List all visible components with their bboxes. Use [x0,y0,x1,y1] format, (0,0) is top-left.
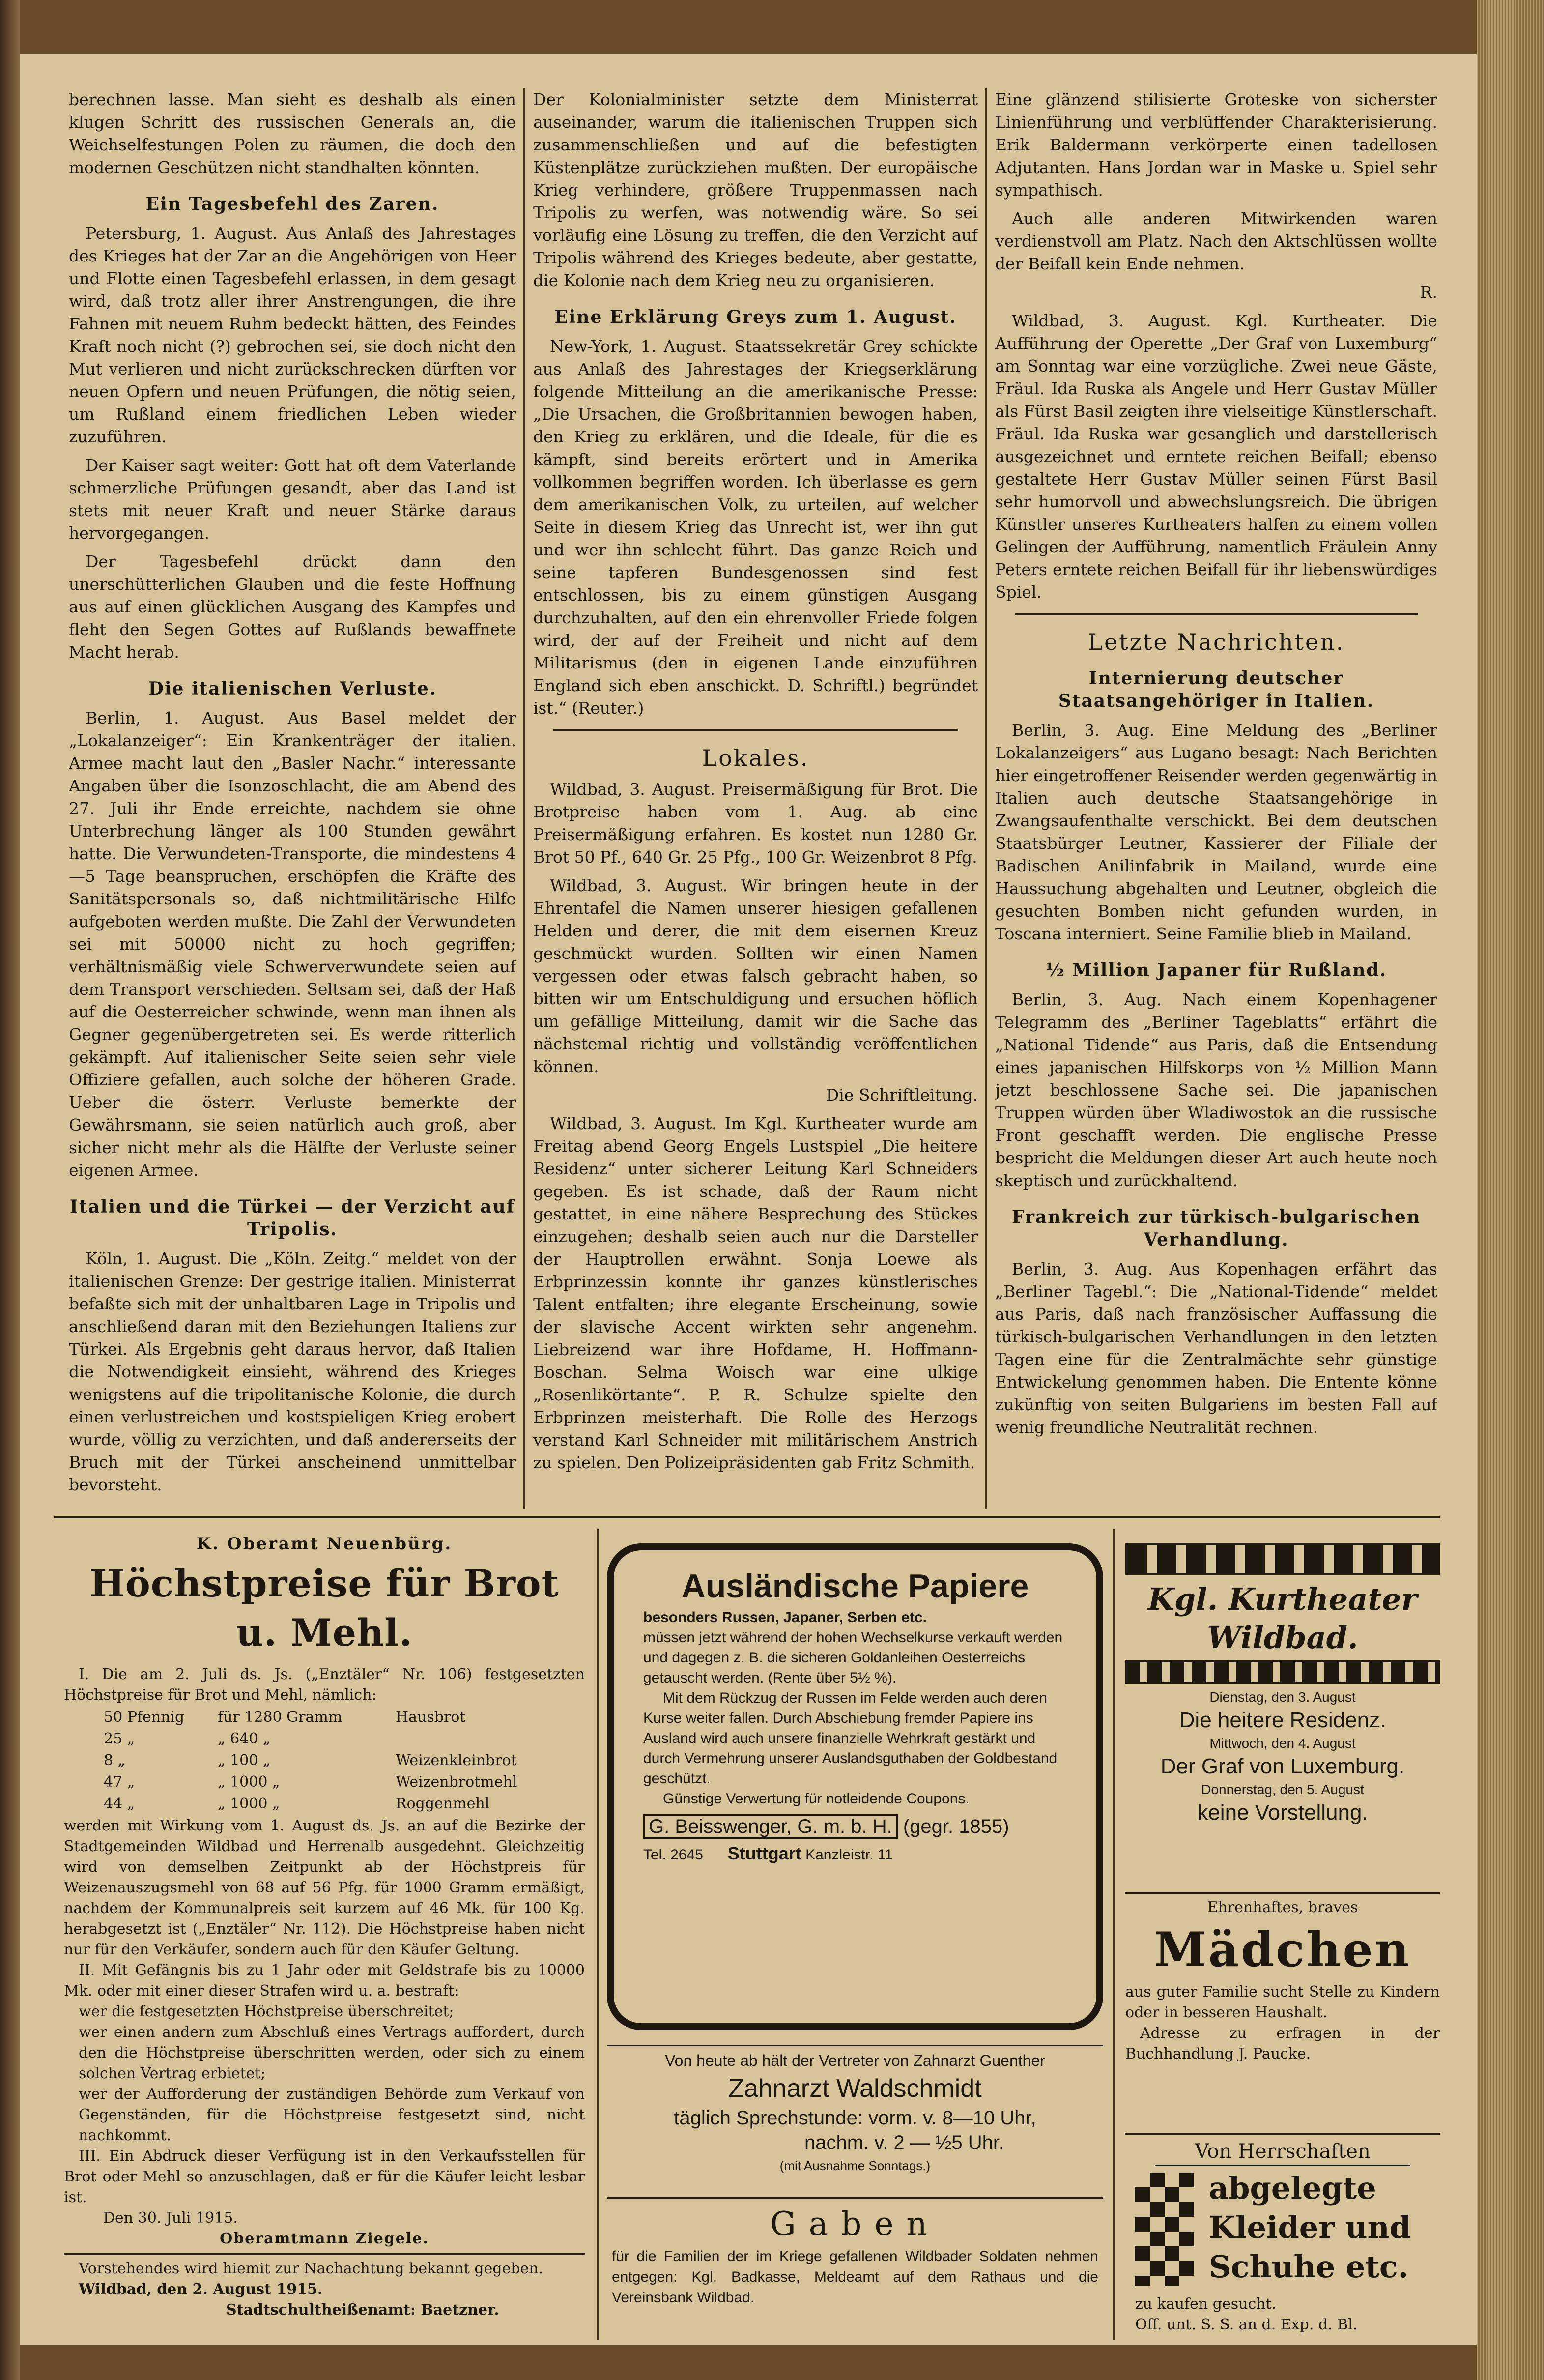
article-text: Petersburg, 1. August. Aus Anlaß des Jahrestages des Krieges hat der Zar an die Angehörigen von Heer und Flotte einen Tagesbefehl erlassen, in dem gesagt wird, daß trotz aller ihrer Anstrengungen, die ihre Fahnen mit neuem Ruhm bedeckt hätten, des Feindes Kraft noch nicht (?) gebrochen sei, sie doch nicht den Mut verlieren und nicht zurückschrecken dürften vor neuen Opfern und neuen Prüfungen, die nötig seien, um Rußland einem friedlichen Leben wieder zuzuführen. [69,224,516,446]
weight-cell: „ 1000 „ [218,1795,280,1812]
price-table [103,1707,517,1815]
article-text: Wildbad, 3. August. Kgl. Kurtheater. Die Aufführung der Operette „Der Graf von Luxemburg“ am Sonntag war eine vorzügliche. Zwei neue Gäste, Fräul. Ida Ruska als Angele und Herr Gustav Müller als Fürst Basil zeigten ihre vielseitige Künstlerschaft. Fräul. Ida Ruska war gesanglich und darstellerisch ausgezeichnet und erntete reichen Beifall; ebenso gestaltete Herr Gustav Müller seinen Fürst Basil sehr humorvoll und abwechslungsreich. Die übrigen Künstler unseres Kurtheaters halfen zu einem vollen Gelingen der Aufführung, namentlich Fräulein Anny Peters erntete reichen Beifall für ihr liebenswürdiges Spiel. [995,311,1437,602]
checker-ornament [1135,2173,1194,2286]
price-cell: 8 „ [104,1752,126,1769]
article-text: Köln, 1. August. Die „Köln. Zeitg.“ meldet von der italienischen Grenze: Der gestrige italien. Ministerrat befaßte sich mit der unhaltbaren Lage in Tripolis und anschließend daran mit den Beziehungen Italiens zur Türkei. Als Ergebnis geht daraus hervor, daß Italien die Notwendigkeit einsieht, während des Krieges wenigstens auf die tripolitanische Kolonie, die durch einen verlustreichen und kostspieligen Krieg erobert wurde, völlig zu verzichten, und daß andererseits der Bruch mit der Türkei anscheinend unmittelbar bevorsteht. [69,1249,516,1494]
price-row [103,1750,517,1771]
price-row [103,1707,517,1728]
ad-title: Ausländische Papiere [681,1567,1029,1605]
notice-text: II. Mit Gefängnis bis zu 1 Jahr oder mit Geldstrafe bis zu 10000 Mk. oder mit einer dieser Strafen wird u. a. bestraft: [64,1962,585,2000]
ad-title: abgelegte [1209,2170,1376,2206]
product-cell: Weizenkleinbrot [396,1752,517,1769]
article-text: Eine glänzend stilisierte Groteske von sicherster Linienführung und verblüffender Charakterisierung. Erik Baldermann verkörperte einen tadellosen Adjutanten. Hans Jordan war in Maske u. Spiel sehr sympathisch. [995,90,1437,200]
headline: Frankreich zur türkisch-bulgarischen Verhandlung. [1012,1207,1421,1250]
price-row [103,1728,517,1750]
ads-separator [54,1516,1440,1518]
ad-divider [1125,2133,1440,2135]
notice-item: wer einen andern zum Abschluß eines Vertrags auffordert, durch den die Höchstpreise überschritten werden, oder sich zu einem solchen Vertrag erbietet; [79,2024,585,2082]
article-text: New-York, 1. August. Staatssekretär Grey schickte aus Anlaß des Jahrestages der Kriegserklärung folgende Mitteilung an die amerikanische Presse: „Die Ursachen, die Großbritannien bewogen haben, den Krieg zu erklären, und die Ideale, für die es kämpft, sind bereits erörtert und in Amerika vollkommen begriffen worden. Ich überlasse es gern dem amerikanischen Volk, zu urteilen, auf welcher Seite in diesem Krieg das Unrecht ist, wer ihn gut und wer ihn schlecht führt. Das ganze Reich und seine tapferen Bundesgenossen sind fest entschlossen, bis zu einem günstigen Ausgang durchzuhalten, auf den ein ehrenvoller Friede folgen wird, der auf der Freiheit und nicht auf dem Militarismus (den in eigenen Lande einzuführen England sich eben anschickt. D. Schriftl.) begründet ist.“ (Reuter.) [533,337,978,718]
ad-maid [1125,1897,1440,2133]
product-cell: Hausbrot [396,1709,466,1726]
signature: Die Schriftleitung. [826,1085,978,1104]
headline: Ein Tagesbefehl des Zaren. [145,194,439,214]
column-2 [533,88,978,1504]
ad-divider [1113,1529,1115,2340]
theater-title: Wildbad. [1207,1620,1358,1655]
ad-text: besonders Russen, Japaner, Serben etc. [643,1609,927,1625]
ad-founded: (gegr. 1855) [903,1816,1009,1837]
ad-firm: G. Beisswenger, G. m. b. H. [643,1814,898,1839]
ornament-border [1125,1543,1440,1575]
ad-phone: Tel. 2645 [643,1847,703,1863]
notice-text: werden mit Wirkung vom 1. August ds. Js. an auf die Bezirke der Stadtgemeinden Wildbad und Herrenalb ausgedehnt. Gleichzeitig wird von demselben Zeitpunkt ab der Höchstpreis für Weizenauszugsmehl von 68 auf 56 Pfg. für 1000 Gramm ermäßigt, nachdem der Kommunalpreis seit kurzem auf 46 Mk. für 100 Kg. herabgesetzt ist („Enztäler“ Nr. 112). Die Höchstpreise haben nicht nur für den Verkäufer, sondern auch für den Käufer Geltung. [64,1817,585,1958]
article-text: Berlin, 3. Aug. Aus Kopenhagen erfährt das „Berliner Tagebl.“: Die „National-Tidende“ meldet aus Paris, daß nach französischer Auffassung die türkisch-bulgarischen Verhandlungen in den letzten Tagen eine für die Zentralmächte sehr günstige Entwickelung genommen haben. Die Entente könne zukünftig von seiten Bulgariens im besten Fall auf wenig freundliche Neutralität rechnen. [995,1259,1437,1437]
headline: ½ Million Japaner für Rußland. [1045,960,1387,981]
ad-text: müssen jetzt während der hohen Wechselkurse verkauft werden und dagegen z. B. die sicheren Goldanleihen Oesterreichs getauscht werden. (Rente über 5½ %). [643,1629,1063,1686]
ad-theater [1125,1543,1440,1887]
article-text: Wildbad, 3. August. Im Kgl. Kurtheater wurde am Freitag abend Georg Engels Lustspiel „Die heitere Residenz“ unter sicherer Leitung Karl Schneiders gegeben. Es ist schade, daß der Raum nicht gestattet, in eine nähere Besprechung des Stückes einzugehen; deshalb seien auch nur die Darsteller der Hauptrollen erwähnt. Sonja Loewe als Erbprinzessin konnte ihr ganzes künstlerisches Talent entfalten; ihre elegante Erscheinung, sowie der slavische Accent wirkten sehr angenehm. Liebreizend war ihre Hofdame, H. Hoffmann-Boschan. Selma Woisch war eine ulkige „Rosenlikörtante“. P. R. Schulze spielte den Erbprinzen meisterhaft. Die Rolle des Herzogs verstand Karl Schneider mit militärischem Anstrich zu spielen. Den Polizeipräsidenten gab Fritz Schmith. [533,1114,978,1472]
ad-text: Günstige Verwertung für notleidende Coupons. [663,1791,970,1807]
headline: Eine Erklärung Greys zum 1. August. [554,307,957,327]
article-text: Wildbad, 3. August. Wir bringen heute in der Ehrentafel die Namen unserer hiesigen gefallenen Helden und derer, die mit dem eisernen Kreuz geschmückt wurden. Sollten wir einen Namen vergessen oder etwas falsch gebracht haben, so bitten wir um Entschuldigung und ersuchen höflich um gefällige Mitteilung, damit wir die Sache das nächstemal richtig und vollständig veröffentlichen können. [533,876,978,1076]
article-text: Berlin, 3. Aug. Eine Meldung des „Berliner Lokalanzeigers“ aus Lugano besagt: Nach Berichten hier eingetroffener Reisender werden gegenwärtig in Italien auch deutsche Staatsangehörige in Zwangsaufenthalte verschickt. Bei dem deutschen Staatsbürger Leutner, Kassierer der Filiale der Badischen Anilinfabrik in Mailand, wurde eine Haussuchung abgehalten und Leutner, obgleich die gesuchten Bomben nicht gefunden wurden, in Toscana interniert. Seine Familie blieb in Mailand. [995,721,1437,943]
ad-text: zu kaufen gesucht. [1135,2295,1277,2313]
article-text: Der Tagesbefehl drückt dann den unerschütterlichen Glauben und die feste Hoffnung aus auf einen glücklichen Ausgang des Kampfes und fleht den Segen Gottes auf Rußlands bewaffnete Macht herab. [69,552,516,662]
section-heading: Lokales. [702,745,809,771]
ad-title: Schuhe etc. [1209,2249,1409,2285]
notice-signature: Stadtschultheißenamt: Baetzner. [226,2301,499,2319]
ad-donations [607,2202,1103,2340]
show-title: Die heitere Residenz. [1179,1708,1386,1732]
official-notice [64,1529,585,2335]
ad-text: Mit dem Rückzug der Russen im Felde werden auch deren Kurse weiter fallen. Durch Abschiebung fremder Papiere ins Ausland wird auch unsere finanzielle Wehrkraft gestärkt und durch Vermehrung unserer Auslandsguthaben der Goldbestand geschützt. [643,1690,1058,1787]
price-cell: 44 „ [104,1795,135,1812]
product-cell: Weizenbrotmehl [396,1773,517,1791]
product-cell [395,1728,517,1750]
notice-title: Höchstpreise für Brot u. Mehl. [89,1562,559,1654]
ad-title: Gaben [770,2205,940,2243]
page-stack-edge [1477,0,1544,2380]
ornament-border [1125,1660,1440,1684]
ad-city: Stuttgart [727,1843,801,1863]
section-divider [1015,613,1418,615]
price-cell: 50 Pfennig [104,1709,185,1726]
weight-cell: „ 640 „ [218,1730,271,1747]
ad-divider [597,1529,599,2340]
price-row [103,1771,517,1793]
show-title: Der Graf von Luxemburg. [1160,1754,1405,1778]
headline: Italien und die Türkei — der Verzicht auf Tripolis. [69,1196,515,1240]
ad-used-clothes [1125,2138,1440,2340]
ad-note: (mit Ausnahme Sonntags.) [779,2158,931,2173]
ad-divider [607,2197,1103,2199]
weight-cell: „ 1000 „ [218,1773,280,1791]
ad-text: Off. unt. S. S. an d. Exp. d. Bl. [1135,2316,1358,2333]
show-date: Mittwoch, den 4. August [1209,1736,1356,1751]
product-cell: Roggenmehl [396,1795,490,1812]
notice-item: wer die festgesetzten Höchstpreise überschreitet; [79,2003,454,2020]
section-heading: Letzte Nachrichten. [1087,629,1345,655]
column-3 [995,88,1437,1504]
ad-heading: Von Herrschaften [1155,2138,1410,2166]
ad-street: Kanzleistr. 11 [805,1847,893,1863]
ad-text: aus guter Familie sucht Stelle zu Kindern oder in besseren Haushalt. [1125,1983,1440,2021]
headline: Internierung deutscher Staatsangehöriger in Italien. [1058,668,1374,711]
ad-text: Ehrenhaftes, braves [1207,1899,1358,1916]
notice-text: III. Ein Abdruck dieser Verfügung ist in den Verkaufsstellen für Brot oder Mehl so anzuschlagen, daß er für die Käufer leicht lesbar ist. [64,2148,585,2206]
ad-title: Mädchen [1154,1922,1411,1977]
notice-date: Den 30. Juli 1915. [103,2209,238,2227]
section-divider [553,729,958,731]
signature: R. [1420,283,1437,302]
price-cell: 25 „ [104,1730,135,1747]
article-text: Auch alle anderen Mitwirkenden waren verdienstvoll am Platz. Nach den Aktschlüssen wollte der Beifall kein Ende nehmen. [995,209,1437,273]
ad-text: Von heute ab hält der Vertreter von Zahnarzt Guenther [665,2052,1045,2069]
weight-cell: für 1280 Gramm [218,1709,343,1726]
article-text: Berlin, 3. Aug. Nach einem Kopenhagener Telegramm des „Berliner Tageblatts“ erfährt die „National Tidende“ aus Paris, daß die Entsendung eines japanischen Hilfskorps von ½ Million Mann jetzt beschlossene Sache sei. Die japanischen Truppen würden über Wladiwostok an die russische Front geschafft werden. Die englische Presse bespricht die Meldungen dieser Art auch heute noch skeptisch und zurückhaltend. [995,990,1437,1190]
article-text: Berlin, 1. August. Aus Basel meldet der „Lokalanzeiger“: Ein Krankenträger der italien. Armee macht laut den „Basler Nachr.“ interessante Angaben über die Isonzoschlacht, die am Abend des 27. Juli ihr Ende erreichte, nachdem sie ohne Unterbrechung länger als 100 Stunden gewährt hatte. Die Verwundeten-Transporte, die mindestens 4—5 Tage beanspruchen, erschöpfen die Kräfte des Sanitätspersonals so, daß nichtmilitärische Hilfe aufgeboten werden mußte. Die Zahl der Verwundeten sei mit 50000 nicht zu hoch gegriffen; verhältnismäßig viele Schwerverwundete seien auf dem Transport verschieden. Seltsam sei, daß der Haß auf die Oesterreicher schwinde, wenn man ihnen als Gegner gegenübergetreten sei. Es werde ritterlich gekämpft. Auf italienischer Seite seien sehr viele Offiziere gefallen, auch solche der höheren Grade. Ueber die österr. Verluste bemerkte der Gewährsmann, sie seien natürlich auch groß, aber sicher nicht mehr als die Hälfte der Verluste seiner eigenen Armee. [69,708,516,1180]
notice-signature: Oberamtmann Ziegele. [220,2230,429,2247]
column-1 [69,88,516,1504]
article-text: Der Kolonialminister setzte dem Ministerrat auseinander, warum die italienischen Truppen sich zusammenschließen und auf die befestigten Küstenplätze zurückziehen mußten. Der europäische Krieg verhindere, größere Truppenmassen nach Tripolis zu werfen, was notwendig wäre. So sei vorläufig eine Lösung zu treffen, die den Verzicht auf Tripolis während des Krieges bedeute, aber gestatte, die Kolonie nach dem Krieg neu zu organisieren. [533,90,978,290]
notice-intro: I. Die am 2. Juli ds. Js. („Enztäler“ Nr. 106) festgesetzten Höchstpreise für Brot und Mehl, nämlich: [64,1666,585,1704]
column-divider [523,88,525,1509]
book-spine [0,0,20,2380]
weight-cell: „ 100 „ [218,1752,271,1769]
notice-divider [64,2253,585,2255]
notice-office: K. Oberamt Neuenbürg. [196,1534,453,1554]
price-row [103,1793,517,1815]
show-title: keine Vorstellung. [1197,1800,1368,1825]
theater-title: Kgl. Kurtheater [1147,1581,1418,1617]
ad-title: Kleider und [1209,2209,1411,2245]
ad-dentist [607,2050,1103,2197]
notice-text: Vorstehendes wird hiemit zur Nachachtung bekannt gegeben. [79,2260,543,2277]
newspaper-page [20,54,1477,2345]
ad-hours: nachm. v. 2 — ½5 Uhr. [804,2132,1004,2153]
ad-hours: täglich Sprechstunde: vorm. v. 8—10 Uhr, [674,2107,1036,2129]
article-text: berechnen lasse. Man sieht es deshalb als einen klugen Schritt des russischen Generals an, die Weichselfestungen Polen zu räumen, die doch den modernen Geschützen nicht standhalten könnten. [69,90,516,177]
ad-foreign-papers [607,1543,1103,2030]
notice-item: wer der Aufforderung der zuständigen Behörde zum Verkauf von Gegenständen, für die Höchstpreise festgesetzt sind, nicht nachkommt. [79,2086,585,2144]
ad-divider [607,2045,1103,2046]
show-date: Donnerstag, den 5. August [1201,1782,1364,1797]
ad-text: für die Familien der im Kriege gefallenen Wildbader Soldaten nehmen entgegen: Kgl. Badkasse, Meldeamt auf dem Rathaus und die Vereinsbank Wildbad. [612,2248,1098,2306]
notice-place: Wildbad, den 2. August 1915. [79,2281,323,2298]
article-text: Der Kaiser sagt weiter: Gott hat oft dem Vaterlande schmerzliche Prüfungen gesandt, aber das Land ist stets mit neuer Kraft und neuer Stärke daraus hervorgegangen. [69,456,516,543]
show-date: Dienstag, den 3. August [1209,1689,1356,1705]
headline: Die italienischen Verluste. [148,678,437,699]
column-divider [985,88,987,1509]
ad-divider [1125,1892,1440,1894]
ad-text: Adresse zu erfragen in der Buchhandlung J. Paucke. [1125,2025,1440,2062]
ad-title: Zahnarzt Waldschmidt [728,2074,982,2103]
price-cell: 47 „ [104,1773,135,1791]
article-text: Wildbad, 3. August. Preisermäßigung für Brot. Die Brotpreise haben vom 1. Aug. ab eine Preisermäßigung erfahren. Es kostet nun 1280 Gr. Brot 50 Pf., 640 Gr. 25 Pfg., 100 Gr. Weizenbrot 8 Pfg. [533,780,978,867]
